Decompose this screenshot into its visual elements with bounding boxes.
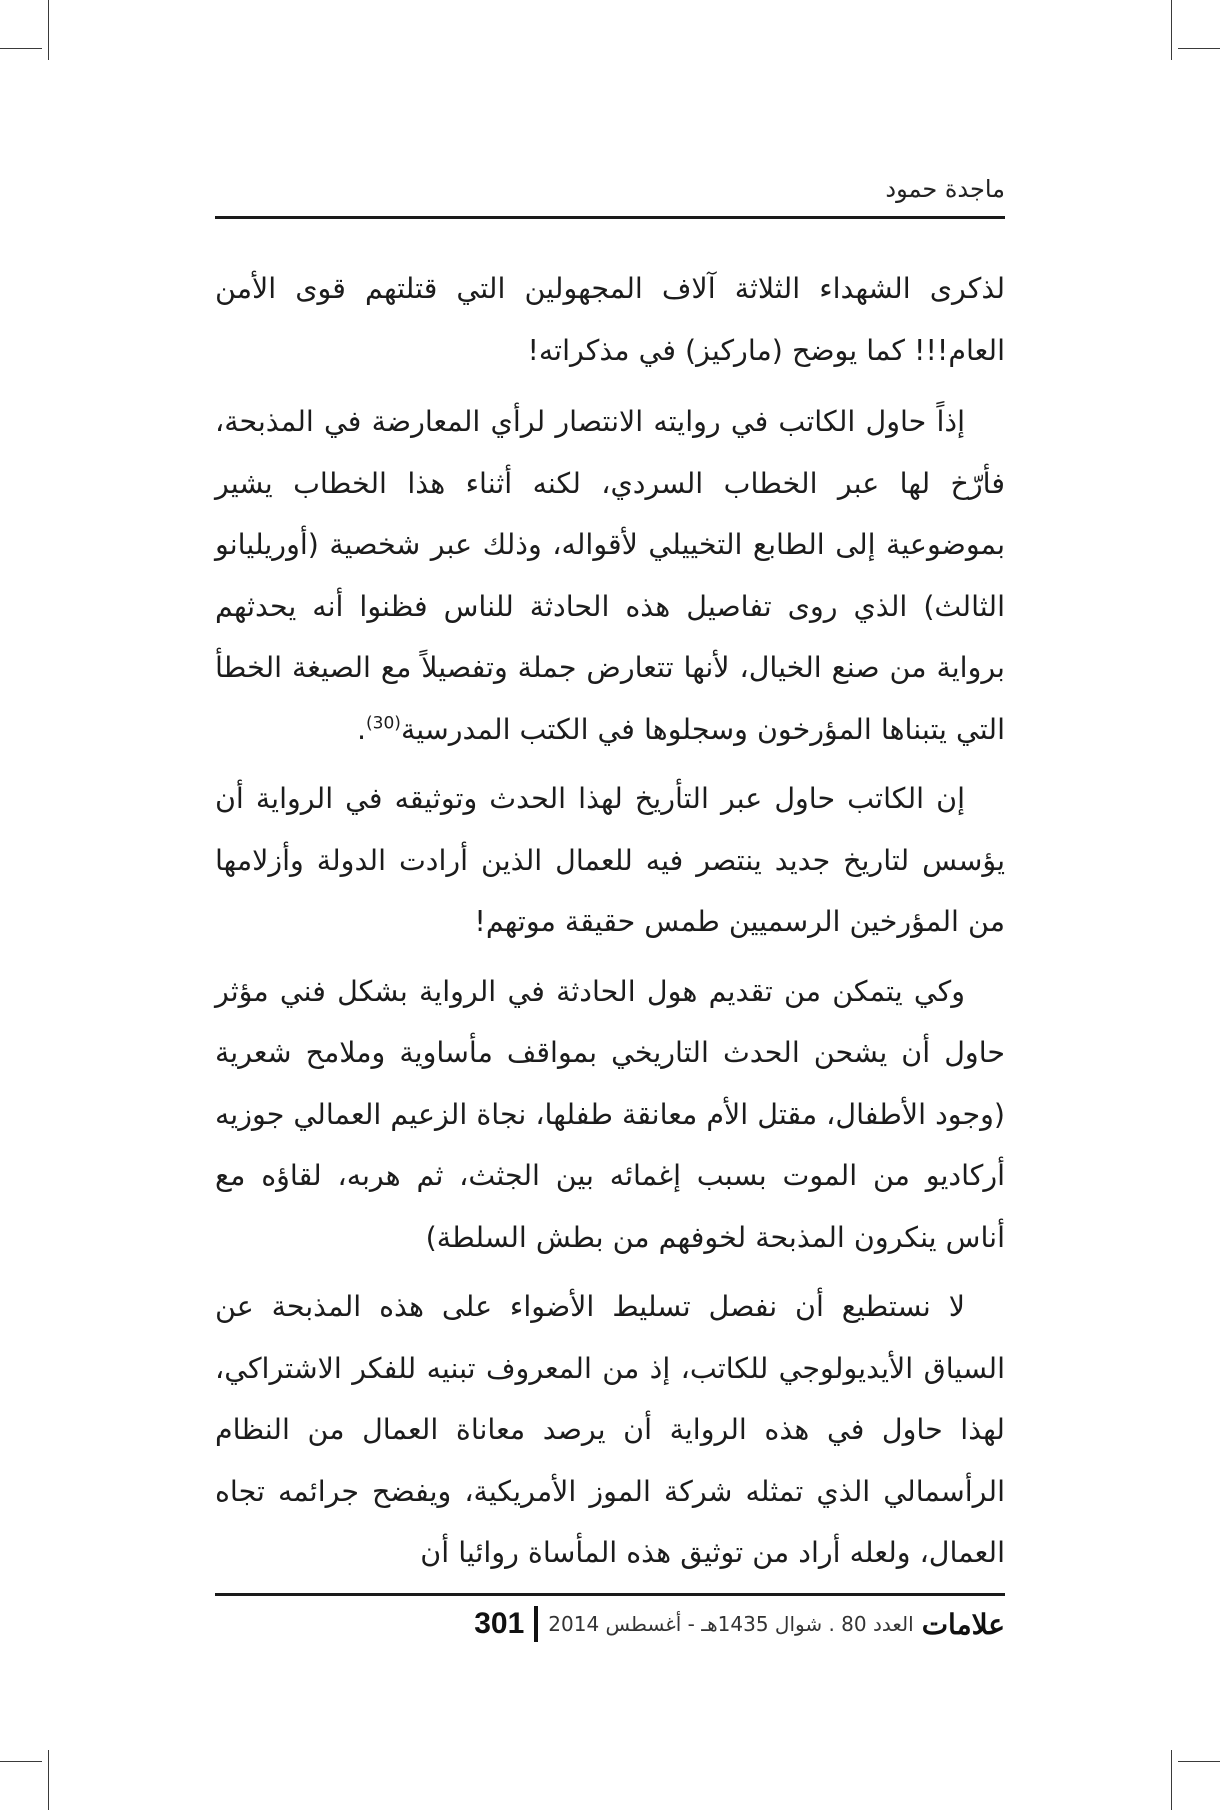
crop-mark [1171,0,1172,60]
crop-mark [1178,48,1220,49]
paragraph-text: إذاً حاول الكاتب في روايته الانتصار لرأي المعارضة في المذبحة، فأرّخ لها عبر الخطاب السردي، لكنه أثناء هذا الخطاب يشير بموضوعية إلى الطابع التخييلي لأقواله، وذلك عبر شخصية (أوريليانو الثالث) الذي روى تفاصيل هذه الحادثة للناس فظنوا أنه يحدثهم برواية من صنع الخيال، لأنها تتعارض جملة وتفصيلاً مع الصيغة الخطأ التي يتبناها المؤرخون وسجلوها في الكتب المدرسية [215,405,1005,746]
article-body [215,258,1005,1592]
paragraph-text: إن الكاتب حاول عبر التأريخ لهذا الحدث وتوثيقه في الرواية أن يؤسس لتاريخ جديد ينتصر فيه للعمال الذين أرادت الدولة وأزلامها من المؤرخين الرسميين طمس حقيقة موتهم! [215,782,1005,938]
issue-info: العدد 80 . شوال 1435هـ - أغسطس 2014 [548,1612,914,1636]
footnote-marker: (30) [366,713,401,733]
author-name: ماجدة حمود [885,175,1005,203]
page-footer [215,1593,1005,1646]
journal-logo: علامات [921,1607,1005,1641]
paragraph-text: وكي يتمكن من تقديم هول الحادثة في الرواية بشكل فني مؤثر حاول أن يشحن الحدث التاريخي بمواقف مأساوية وملامح شعرية (وجود الأطفال، مقتل الأم معانقة طفلها، نجاة الزعيم العمالي جوزيه أركاديو من الموت بسبب إغمائه بين الجثث، ثم هربه، لقاؤه مع أناس ينكرون المذبحة لخوفهم من بطش السلطة) [215,974,1005,1254]
crop-mark [1171,1750,1172,1810]
page-number: 301 [474,1607,525,1640]
crop-mark [48,0,49,60]
paragraph-text: لا نستطيع أن نفصل تسليط الأضواء على هذه المذبحة عن السياق الأيديولوجي للكاتب، إذ من المعروف تبنيه للفكر الاشتراكي، لهذا حاول في هذه الرواية أن يرصد معاناة العمال من النظام الرأسمالي الذي تمثله شركة الموز الأمريكية، ويفضح جرائمه تجاه العمال، ولعله أراد من توثيق هذه المأساة روائيا أن [215,1290,1005,1569]
paragraph-ending: . [356,712,367,746]
footer-separator [534,1606,538,1642]
footer-content [215,1604,1005,1644]
crop-mark [1178,1761,1220,1762]
paragraph [215,768,1005,953]
paragraph [215,391,1005,760]
crop-mark [48,1750,49,1810]
running-header [215,172,1005,219]
paragraph [215,961,1005,1269]
paragraph [215,1276,1005,1584]
crop-mark [0,48,42,49]
paragraph-text: لذكرى الشهداء الثلاثة آلاف المجهولين التي قتلتهم قوى الأمن العام!!! كما يوضح (ماركيز) في مذكراته! [215,272,1005,367]
paragraph [215,258,1005,381]
crop-mark [0,1761,42,1762]
